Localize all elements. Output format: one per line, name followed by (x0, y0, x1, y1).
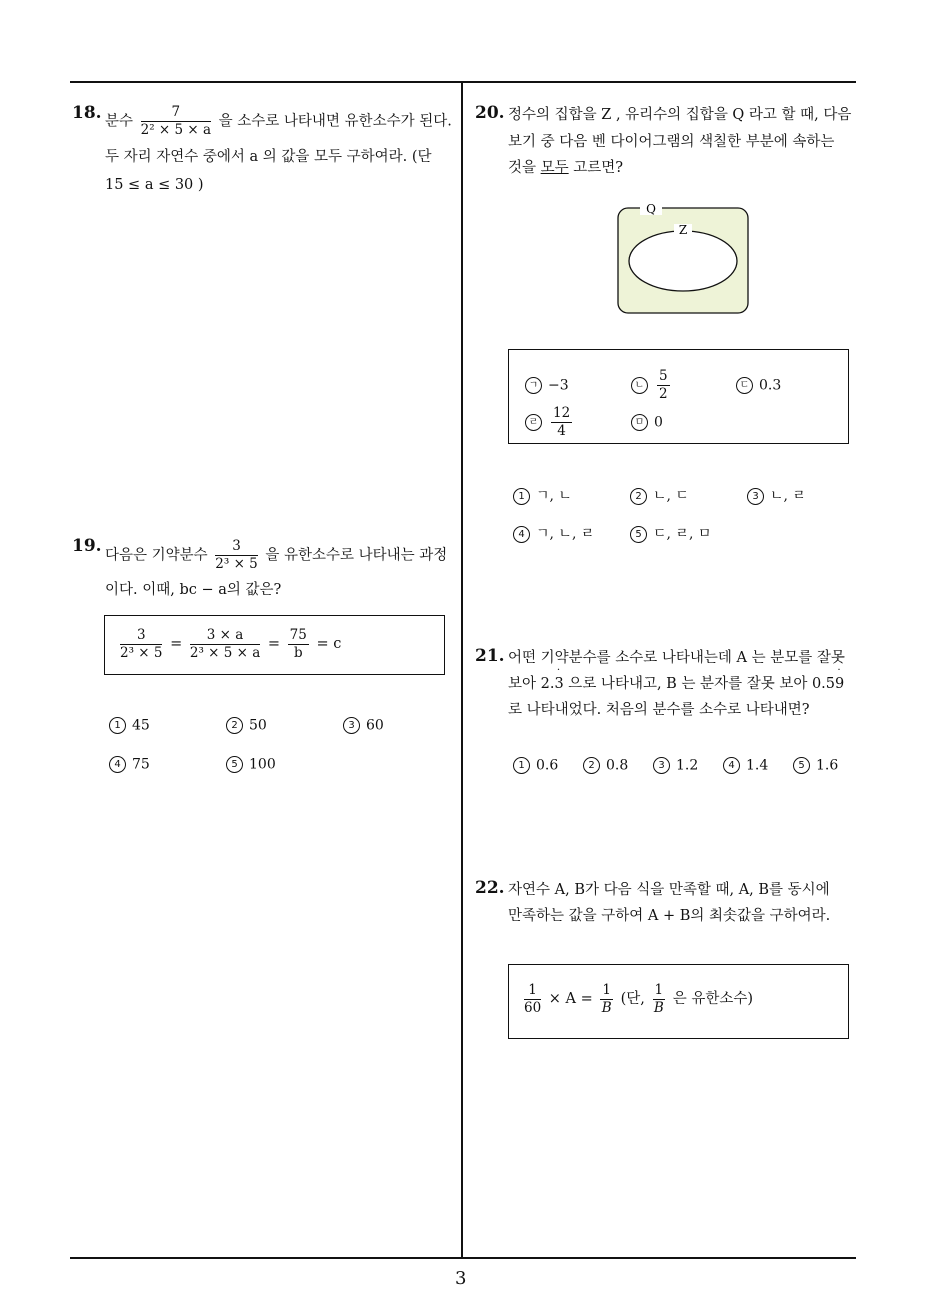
q19-frac-num: 3 (215, 538, 257, 556)
choice-text: 50 (249, 717, 267, 734)
choice-marker-icon: 2 (630, 488, 647, 505)
q21-line2 (508, 673, 844, 695)
bogi-item-2 (631, 368, 673, 403)
q22-frac2 (600, 982, 613, 1017)
choice-text: 1.2 (676, 757, 699, 774)
bogi-frac (551, 405, 572, 440)
choice-marker-icon: 3 (747, 488, 764, 505)
q20-line3-underlined: 모두 (540, 160, 569, 176)
q20-line3 (508, 157, 623, 179)
q19-box-f2-den: 2³ × 5 × a (189, 644, 261, 661)
q20-choice-2[interactable] (630, 485, 689, 505)
q19-box-eq2: = (267, 636, 281, 652)
choice-text: 1.6 (816, 757, 839, 774)
bogi-frac-den: 2 (659, 386, 668, 402)
q19-box-f3-den: b (293, 644, 303, 661)
q21-choice-2[interactable] (583, 757, 628, 774)
venn-inner-label: Z (678, 223, 688, 237)
q22-paren-post: 은 유한소수) (672, 991, 754, 1007)
q21-line2-mid: 으로 나타내고, B 는 분자를 잘못 보아 0.5 (563, 676, 835, 692)
choice-text: 0.6 (536, 757, 559, 774)
bogi-marker-icon: ㄷ (736, 377, 753, 394)
q19-choice-3[interactable] (343, 717, 384, 734)
bogi-item-3 (736, 377, 781, 394)
choice-marker-icon: 4 (723, 757, 740, 774)
q22-number: 22. (475, 878, 505, 898)
q22-formula-box (508, 964, 849, 1039)
q22-f2-num: 1 (602, 981, 611, 998)
choice-text: ㄴ, ㄹ (770, 488, 806, 504)
choice-marker-icon: 4 (109, 756, 126, 773)
bogi-marker-icon: ㄹ (525, 414, 542, 431)
choice-marker-icon: 3 (653, 757, 670, 774)
q21-line2-pre: 보아 2. (508, 676, 555, 692)
choice-marker-icon: 2 (583, 757, 600, 774)
q22-paren-pre: (단, (620, 991, 645, 1007)
q18-frac-num: 7 (141, 104, 211, 122)
q19-box-frac2 (190, 627, 260, 662)
q22-mid: × A = (548, 991, 593, 1007)
choice-text: 1.4 (746, 757, 769, 774)
venn-diagram (616, 198, 752, 318)
q20-line1: 정수의 집합을 Z , 유리수의 집합을 Q 라고 할 때, 다음 (508, 107, 852, 123)
q22-line1: 자연수 A, B가 다음 식을 만족할 때, A, B를 동시에 (508, 882, 830, 898)
q19-choice-1[interactable] (109, 717, 150, 734)
bogi-marker-icon: ㄱ (525, 377, 542, 394)
choice-marker-icon: 2 (226, 717, 243, 734)
bogi-text: 0.3 (759, 377, 782, 394)
choice-text: 75 (132, 756, 150, 773)
q20-choice-1[interactable] (513, 485, 572, 505)
q20-line2: 보기 중 다음 벤 다이어그램의 색칠한 부분에 속하는 (508, 134, 835, 150)
q19-line2: 이다. 이때, bc − a의 값은? (105, 582, 282, 598)
bogi-frac-num: 5 (659, 368, 668, 384)
choice-marker-icon: 1 (109, 717, 126, 734)
page-number: 3 (455, 1268, 467, 1289)
q20-bogi-box (508, 349, 849, 444)
choice-text: 100 (249, 756, 276, 773)
q22-line2: 만족하는 값을 구하여 A + B의 최솟값을 구하여라. (508, 908, 831, 924)
q20-choice-3[interactable] (747, 485, 806, 505)
q19-formula (117, 624, 341, 664)
venn-inner-set (629, 231, 737, 291)
q22-f3-num: 1 (654, 981, 664, 998)
q20-choice-4[interactable] (513, 523, 594, 543)
bogi-marker-icon: ㄴ (631, 377, 648, 394)
choice-text: ㄱ, ㄴ, ㄹ (536, 526, 595, 542)
q19-choice-5[interactable] (226, 756, 276, 773)
q18-line1-post: 을 소수로 나타내면 유한소수가 된다. (218, 113, 452, 130)
q22-formula (521, 977, 753, 1021)
choice-marker-icon: 1 (513, 488, 530, 505)
q19-box-f1-num: 3 (120, 627, 162, 645)
bogi-item-1 (525, 377, 569, 394)
bogi-frac-den: 4 (557, 423, 566, 439)
q20-line3-pre: 것을 (508, 160, 541, 176)
q21-number: 21. (475, 646, 505, 666)
q19-formula-box (104, 615, 445, 675)
q19-box-tail: = c (316, 636, 342, 652)
q21-line3: 로 나타내었다. 처음의 분수를 소수로 나타내면? (508, 702, 810, 718)
bogi-item-5 (631, 414, 663, 431)
q21-choice-4[interactable] (723, 757, 768, 774)
q22-f1-den: 60 (524, 999, 542, 1016)
bogi-frac (657, 368, 670, 403)
q19-fraction (215, 538, 257, 573)
q21-choice-1[interactable] (513, 757, 558, 774)
q18-number: 18. (72, 103, 102, 123)
choice-marker-icon: 5 (793, 757, 810, 774)
choice-text: ㄱ, ㄴ (536, 488, 572, 504)
q19-pre: 다음은 기약분수 (105, 547, 208, 564)
q19-box-f3-num: 75 (289, 626, 307, 643)
top-rule (70, 81, 856, 83)
choice-marker-icon: 3 (343, 717, 360, 734)
q18-fraction (141, 104, 211, 139)
bottom-rule (70, 1257, 856, 1259)
venn-outer-label: Q (646, 202, 656, 216)
q21-repeating-digit-2: 9 ˙ (835, 673, 844, 695)
q22-f3-den: B (653, 999, 664, 1016)
q18-pre: 분수 (105, 113, 134, 130)
q21-choice-5[interactable] (793, 757, 838, 774)
q19-number: 19. (72, 536, 102, 556)
q19-line1 (105, 538, 447, 573)
q22-frac1 (524, 982, 541, 1017)
q22-f2-den: B (601, 999, 612, 1016)
bogi-marker-icon: ㅁ (631, 414, 648, 431)
q18-line1 (105, 104, 452, 139)
q20-line3-post: 고르면? (568, 160, 624, 176)
q18-frac-den: 2² × 5 × a (140, 122, 212, 138)
q19-line1-post: 을 유한소수로 나타내는 과정 (265, 547, 448, 564)
q19-choice-4[interactable] (109, 756, 150, 773)
choice-text: ㄴ, ㄷ (653, 488, 689, 504)
q19-box-frac1 (120, 627, 162, 662)
q21-repeating-digit: 3 ˙ (554, 673, 563, 695)
q19-frac-den: 2³ × 5 (215, 556, 258, 572)
choice-text: 60 (366, 717, 384, 734)
choice-marker-icon: 5 (630, 526, 647, 543)
bogi-frac-num: 12 (553, 405, 571, 421)
q19-box-f1-den: 2³ × 5 (120, 644, 163, 661)
choice-text: ㄷ, ㄹ, ㅁ (653, 526, 712, 542)
q21-line1: 어떤 기약분수를 소수로 나타내는데 A 는 분모를 잘못 (508, 650, 845, 666)
choice-marker-icon: 1 (513, 757, 530, 774)
bogi-text: 0 (654, 414, 663, 431)
q21-choice-3[interactable] (653, 757, 698, 774)
q19-choice-2[interactable] (226, 717, 267, 734)
choice-text: 0.8 (606, 757, 629, 774)
choice-marker-icon: 4 (513, 526, 530, 543)
q19-box-frac3 (288, 627, 309, 662)
q22-frac3 (653, 982, 666, 1017)
q20-choice-5[interactable] (630, 523, 711, 543)
q18-line2: 두 자리 자연수 중에서 a 의 값을 모두 구하여라. (단 (105, 149, 432, 165)
q22-f1-num: 1 (524, 982, 541, 1000)
q19-box-eq1: = (170, 636, 183, 652)
bogi-item-4 (525, 405, 575, 440)
choice-text: 45 (132, 717, 150, 734)
q20-number: 20. (475, 103, 505, 123)
choice-marker-icon: 5 (226, 756, 243, 773)
bogi-text: −3 (548, 377, 569, 394)
column-divider (461, 81, 463, 1259)
q19-box-f2-num: 3 × a (190, 627, 260, 645)
q18-line3: 15 ≤ a ≤ 30 ) (105, 177, 204, 193)
